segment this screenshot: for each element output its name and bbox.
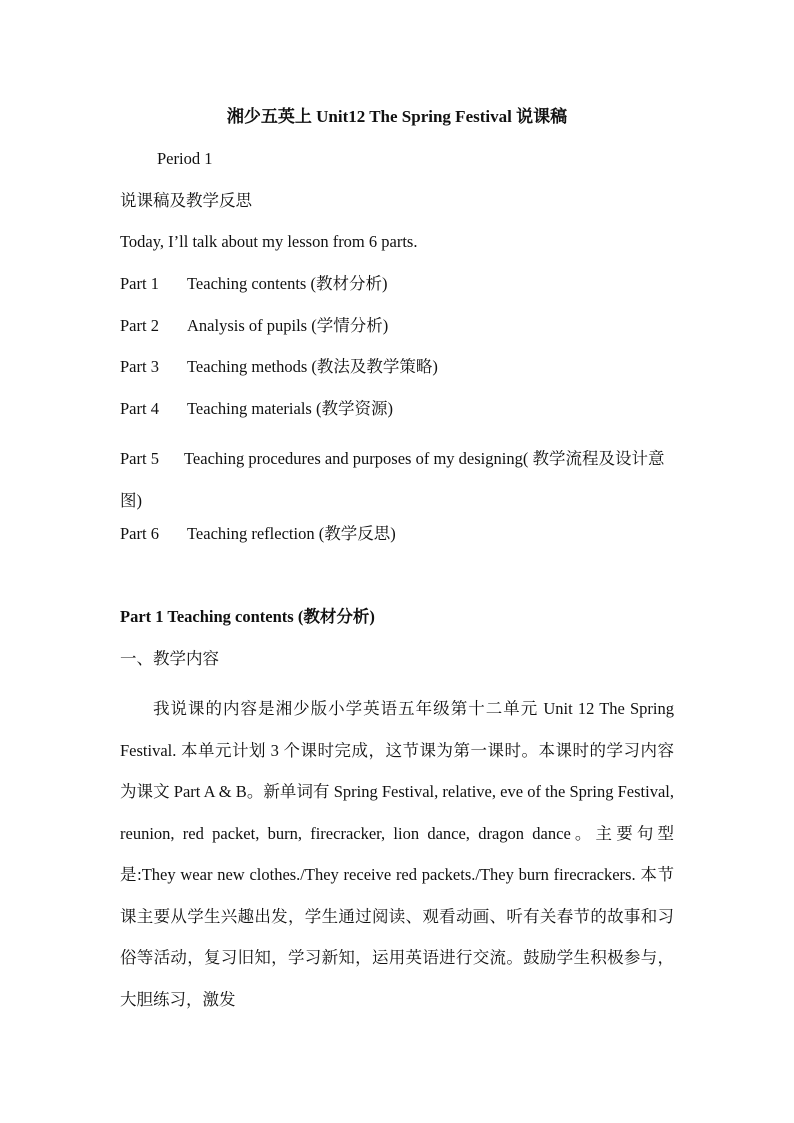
outline-item-text: Teaching contents (教材分析) — [187, 274, 388, 293]
outline-item-number: Part 1 — [120, 274, 159, 293]
body-paragraph: 我说课的内容是湘少版小学英语五年级第十二单元 Unit 12 The Spring Festival. 本单元计划 3 个课时完成，这节课为第一课时。本课时的学习内容为课文 Part A & B。新单词有 Spring Festival, relative, eve of the Spring Festival, reunion, red packet, burn, firecracker, lion dance, dragon dance。主要句型是:They wear new clothes./They receive red packets./They burn firecrackers. 本节课主要从学生兴趣出发，学生通过阅读、观看动画、听有关春节的故事和习俗等活动，复习旧知，学习新知，运用英语进行交流。鼓励学生积极参与，大胆练习，激发 — [120, 699, 674, 1009]
outline-item-text: Analysis of pupils (学情分析) — [187, 316, 389, 335]
document-subtitle: 说课稿及教学反思 — [120, 191, 252, 210]
outline-item-number: Part 6 — [120, 524, 159, 543]
outline-item-text: Teaching methods (教法及教学策略) — [187, 357, 438, 376]
section-subheading: 一、教学内容 — [120, 649, 219, 668]
outline-item — [120, 438, 676, 521]
outline-item-text: Teaching procedures and purposes of my designing( 教学流程及设计意图) — [120, 449, 665, 510]
outline-item-text: Teaching reflection (教学反思) — [187, 524, 396, 543]
outline-item-number: Part 5 — [120, 449, 159, 468]
document-title: 湘少五英上 Unit12 The Spring Festival 说课稿 — [226, 107, 568, 126]
outline-item-number: Part 2 — [120, 316, 159, 335]
outline-item-text: Teaching materials (教学资源) — [187, 399, 393, 418]
outline-item — [120, 316, 388, 336]
period-label: Period 1 — [157, 149, 213, 168]
outline-item — [120, 524, 396, 544]
section-heading: Part 1 Teaching contents (教材分析) — [120, 607, 375, 626]
intro-text: Today, I’ll talk about my lesson from 6 parts. — [120, 232, 418, 251]
outline-item-number: Part 3 — [120, 357, 159, 376]
outline-item-number: Part 4 — [120, 399, 159, 418]
outline-item — [120, 399, 393, 419]
outline-item — [120, 274, 387, 294]
outline-item — [120, 357, 438, 377]
